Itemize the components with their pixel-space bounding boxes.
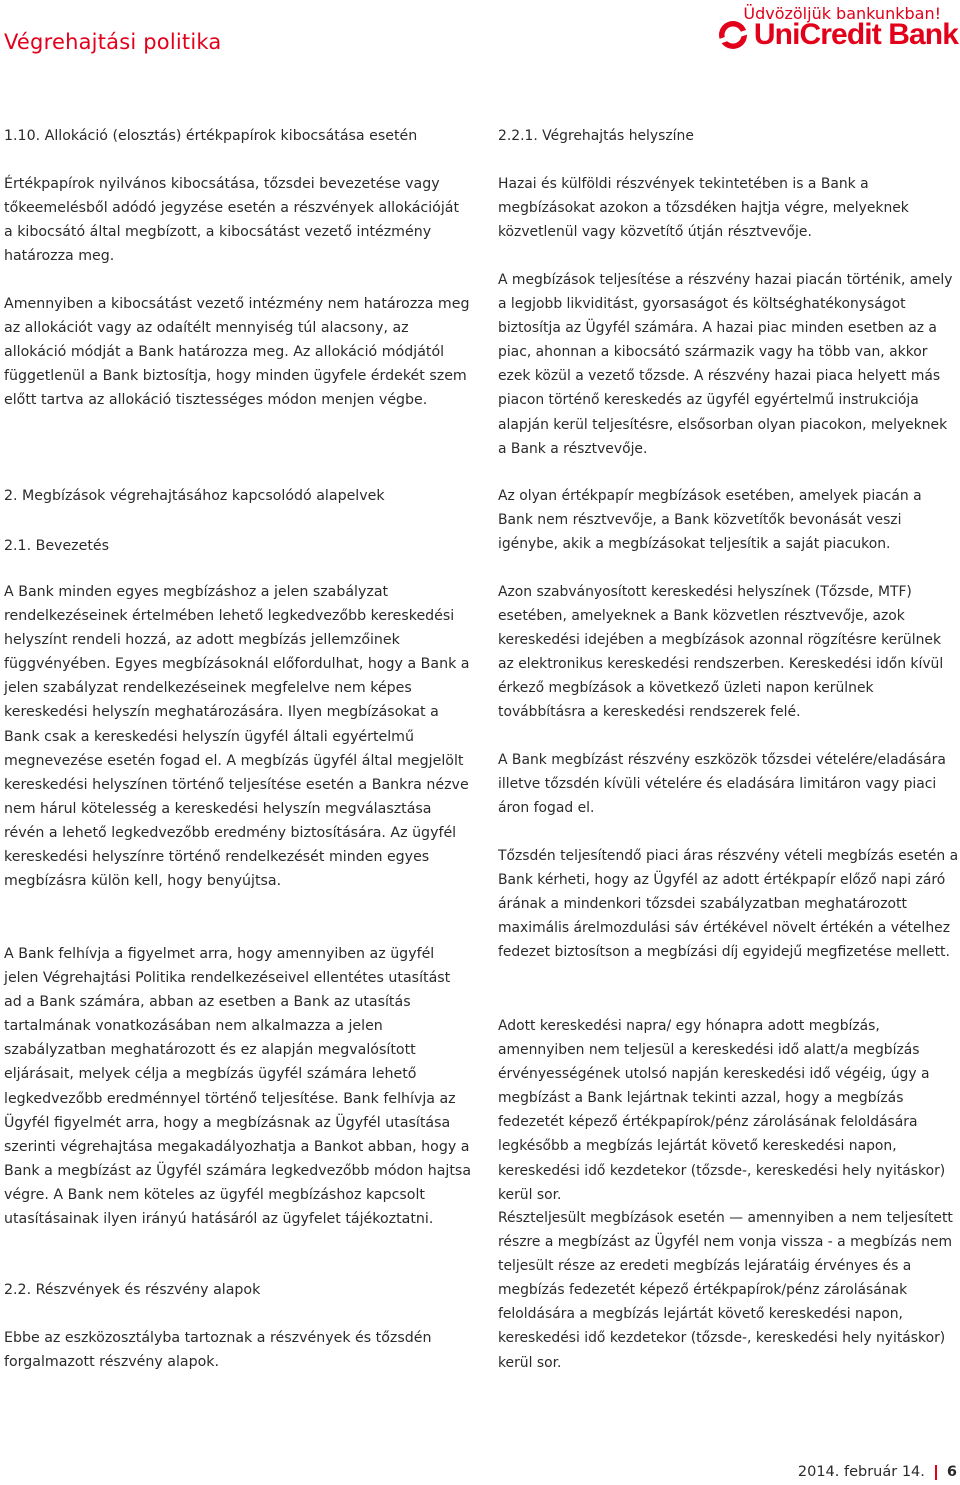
paragraph: Azon szabványosított kereskedési helyszínek (Tőzsde, MTF) esetében, amelyeknek a Bank közvetlen résztvevője, azok kereskedési idejében a megbízások azonnal rögzítésre kerülnek az elektronikus kereskedési rendszerben. Kereskedési időn kívül érkező megbízások a következő üzleti napon kerülnek továbbításra a kereskedési rendszerek felé. <box>498 584 944 721</box>
bank-logo <box>717 20 958 50</box>
paragraph: Amennyiben a kibocsátást vezető intézmény nem határozza meg az allokációt vagy az odaítélt mennyiség túl alacsony, az allokáció módját a Bank határozza meg. Az allokáció módjától függetlenül a Bank biztosítja, hogy minden ügyfele érdekét szem előtt tartva az allokáció tisztességes módon menjen végbe. <box>4 296 470 409</box>
heading-2-1: 2.1. Bevezetés <box>4 538 110 554</box>
paragraph: Értékpapírok nyilvános kibocsátása, tőzsdei bevezetése vagy tőkeemelésből adódó jegyzése esetén a részvények allokációját a kibocsátó által megbízott, a kibocsátást vezető intézmény határozza meg. <box>4 176 460 265</box>
unicredit-logo-icon <box>717 20 751 50</box>
paragraph: Hazai és külföldi részvények tekintetében is a Bank a megbízásokat azokon a tőzsdéken hajtja végre, melyeknek közvetlenül vagy közvetítő útján résztvevője. <box>498 176 909 241</box>
paragraph: Adott kereskedési napra/ egy hónapra adott megbízás, amennyiben nem teljesül a kereskedési idő alatt/a megbízás érvényességének utolsó napján kereskedési idő végéig, úgy a megbízást a Bank lejártnak tekinti azzal, hogy a megbízás fedezetét képező értékpapírok/pénz zárolásának feloldására legkésőbb a megbízás lejártát követő kereskedési napon, kereskedési idő kezdetekor (tőzsde-, kereskedési hely nyitáskor) kerül sor. <box>498 1018 946 1203</box>
page-number: 6 <box>946 1464 957 1480</box>
paragraph: Az olyan értékpapír megbízások esetében, amelyek piacán a Bank nem résztvevője, a Bank közvetítők bevonását veszi igénybe, akik a megbízásokat teljesítik a saját piacukon. <box>498 488 922 553</box>
logo-wordmark: UniCredit Bank <box>753 18 958 51</box>
paragraph: A Bank minden egyes megbízáshoz a jelen szabályzat rendelkezéseinek értelmében lehető legkedvezőbb kereskedési helyszínt rendeli hozzá, az adott megbízás jellemzőinek függvényében. Egyes megbízásoknál előfordulhat, hogy a Bank a jelen szabályzat rendelkezéseinek megfelelve nem képes kereskedési helyszín meghatározására. Ilyen megbízásokat a Bank csak a kereskedési helyszín ügyfél általi egyértelmű megnevezése esetén fogad el. A megbízás ügyfél által megjelölt kereskedési helyszínen történő teljesítése esetén a Bankra nézve nem hárul kötelesség a kereskedési helyszín megválasztása révén a lehető legkedvezőbb eredmény biztosítására. Az ügyfél kereskedési helyszínre történő rendelkezését minden egyes megbízásra külön kell, hogy benyújtsa. <box>4 584 470 890</box>
footer-date: 2014. február 14. <box>797 1464 925 1480</box>
heading-2-2-1: 2.2.1. Végrehajtás helyszíne <box>498 128 694 144</box>
paragraph: A megbízások teljesítése a részvény hazai piacán történik, amely a legjobb likviditást, gyorsaságot és költséghatékonyságot biztosítja az Ügyfél számára. A hazai piac minden esetben az a piac, ahonnan a kibocsátó származik vagy ha több van, akkor ezek közül a vezető tőzsde. A részvény hazai piaca helyett más piacon történő kereskedés az ügyfél egyértelmű instrukciója alapján kerül teljesítésre, elsősorban olyan piacokon, melyeknek a Bank a résztvevője. <box>498 272 953 457</box>
document-title: Végrehajtási politika <box>4 30 222 54</box>
page-footer <box>798 1464 957 1480</box>
paragraph: A Bank megbízást részvény eszközök tőzsdei vételére/eladására illetve tőzsdén kívüli vételére és eladására limitáron vagy piaci áron fogad el. <box>498 752 946 817</box>
heading-1-10: 1.10. Allokáció (elosztás) értékpapírok kibocsátása esetén <box>4 128 418 144</box>
paragraph: Tőzsdén teljesítendő piaci áras részvény vételi megbízás esetén a Bank kérheti, hogy az Ügyfél az adott értékpapír előző napi záró árának a mindenkori tőzsdei szabályzatban meghatározott maximális árelmozdulási sáv értékével növelt értékén a vételhez fedezet biztosítson a megbízási díj egyidejű megfizetése mellett. <box>498 848 959 961</box>
paragraph: Részteljesült megbízások esetén — amennyiben a nem teljesített részre a megbízást az Ügyfél nem vonja vissza - a megbízás nem teljesült része az eredeti megbízás lejáratáig érvényes és a megbízás fedezetét képező értékpapírok/pénz zárolásának feloldására a megbízás lejártát követő kereskedési napon, kereskedési idő kezdetekor (tőzsde-, kereskedési hely nyitáskor) kerül sor. <box>498 1210 953 1371</box>
footer-divider <box>935 1465 937 1480</box>
heading-2-2: 2.2. Részvények és részvény alapok <box>4 1282 261 1298</box>
welcome-text: Üdvözöljük bankunkban! <box>743 4 941 23</box>
paragraph: A Bank felhívja a figyelmet arra, hogy amennyiben az ügyfél jelen Végrehajtási Politika rendelkezéseivel ellentétes utasítást ad a Bank számára, abban az esetben a Bank az utasítás tartalmának vonatkozásában nem alkalmazza a jelen szabályzatban meghatározott és ez alapján megvalósított eljárásait, melyek célja a megbízás ügyfél számára lehető legkedvezőbb eredménnyel történő teljesítése. Bank felhívja az Ügyfél figyelmét arra, hogy a megbízásnak az Ügyfél utasítása szerinti végrehajtása megakadályozhatja a Bankot abban, hogy a Bank a megbízást az Ügyfél számára legkedvezőbb módon hajtsa végre. A Bank nem köteles az ügyfél megbízáshoz kapcsolt utasításainak ilyen irányú hatásáról az ügyfelet tájékoztatni. <box>4 946 472 1228</box>
paragraph: Ebbe az eszközosztályba tartoznak a részvények és tőzsdén forgalmazott részvény alapok. <box>4 1330 432 1371</box>
heading-2: 2. Megbízások végrehajtásához kapcsolódó alapelvek <box>4 488 385 504</box>
